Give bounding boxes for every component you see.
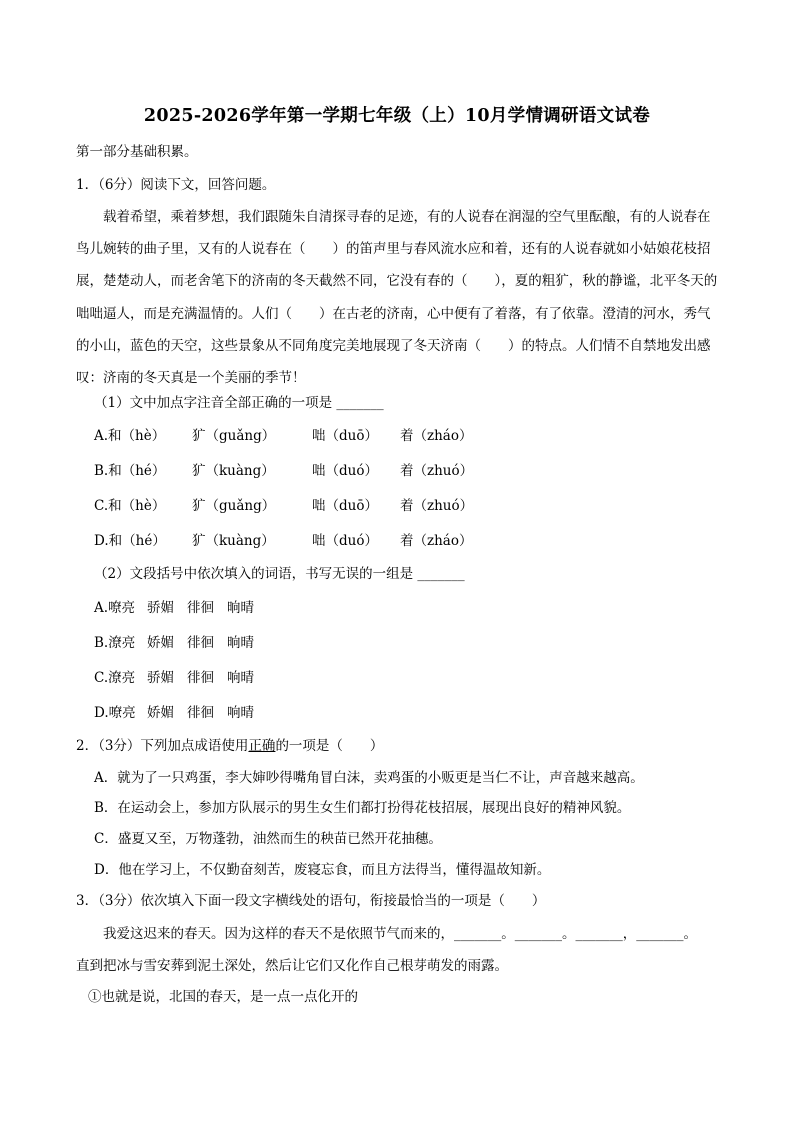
option-cell: 骄媚 [147, 600, 174, 616]
option-cell: D.嘹亮 [94, 705, 136, 721]
section-label: 第一部分基础积累。 [76, 144, 198, 160]
option-cell: 犷（guǎng） [192, 498, 276, 514]
question-2-option-b: B．在运动会上，参加方队展示的男生女生们都打扮得花枝招展，展现出良好的精神风貌。 [94, 800, 631, 816]
option-cell: 骄媚 [147, 670, 174, 686]
question-3-stem: 3．（3分）依次填入下面一段文字横线处的语句，衔接最恰当的一项是（ ） [76, 893, 546, 909]
option-cell: 响晴 [227, 705, 254, 721]
sub2-option-a [94, 598, 254, 618]
question-2-stem [76, 736, 383, 756]
option-cell: 着（zhuó） [400, 498, 474, 514]
question-3-passage-line-1: 我爱这迟来的春天。因为这样的春天不是依照节气而来的，_______。_______。_______，_______。 [103, 926, 697, 942]
sub-question-1-stem: （1）文中加点字注音全部正确的一项是 _______ [94, 395, 384, 411]
question-2-stem-underlined: 正确 [248, 738, 276, 754]
option-cell: 犷（kuàng） [192, 533, 275, 549]
sub2-option-d [94, 703, 254, 723]
option-cell: C.潦亮 [94, 670, 136, 686]
sub1-option-c [94, 496, 500, 516]
option-cell: 咄（duó） [312, 533, 378, 549]
question-3-item-1: ①也就是说，北国的春天，是一点一点化开的 [88, 989, 358, 1005]
option-cell: B.潦亮 [94, 635, 136, 651]
option-cell: 犷（guǎng） [192, 428, 276, 444]
sub2-option-b [94, 633, 254, 653]
sub1-option-b [94, 461, 500, 481]
option-cell: 徘徊 [187, 600, 214, 616]
option-cell: 徘徊 [187, 635, 214, 651]
question-2-stem-suffix: 的一项是（ ） [275, 738, 384, 754]
option-cell: 咄（duó） [312, 463, 378, 479]
option-cell: 着（zhuó） [400, 463, 474, 479]
option-cell: 晌晴 [227, 600, 254, 616]
question-1-passage [76, 201, 718, 394]
option-cell: A.嘹亮 [94, 600, 136, 616]
option-cell: 徘徊 [187, 705, 214, 721]
sub1-option-a [94, 426, 500, 446]
option-cell: 着（zháo） [400, 533, 473, 549]
option-cell: 咄（duō） [312, 428, 378, 444]
sub1-option-d [94, 531, 500, 551]
page-title: 2025-2026学年第一学期七年级（上）10月学情调研语文试卷 [143, 106, 651, 126]
option-cell: 响晴 [227, 670, 254, 686]
question-2-option-c: C．盛夏又至，万物蓬勃，油然而生的秧苗已然开花抽穗。 [94, 831, 442, 847]
option-cell: 咄（duō） [312, 498, 378, 514]
option-cell: B.和（hé） [94, 463, 166, 479]
option-cell: 着（zháo） [400, 428, 473, 444]
option-cell: 娇媚 [147, 705, 174, 721]
option-cell: A.和（hè） [94, 428, 166, 444]
option-cell: 晌晴 [227, 635, 254, 651]
option-cell: 犷（kuàng） [192, 463, 275, 479]
sub2-option-c [94, 668, 254, 688]
option-cell: D.和（hé） [94, 533, 166, 549]
question-2-stem-prefix: 2．（3分）下列加点成语使用 [76, 738, 249, 754]
option-cell: 徘徊 [187, 670, 214, 686]
passage-text: 载着希望，乘着梦想，我们跟随朱自清探寻春的足迹，有的人说春在润湿的空气里酝酿，有的人说春在鸟儿婉转的曲子里，又有的人说春在（ ）的笛声里与春风流水应和着，还有的人说春就如小姑娘花枝招展，楚楚动人，而老舍笔下的济南的冬天截然不同，它没有春的（ ），夏的粗犷，秋的静谧，北平冬天的咄咄逼人，而是充满温情的。人们（ ）在古老的济南，心中便有了着落，有了依靠。澄清的河水，秀气的小山，蓝色的天空，这些景象从不同角度完美地展现了冬天济南（ ）的特点。人们情不自禁地发出感叹：济南的冬天真是一个美丽的季节！ [76, 209, 718, 387]
question-1-stem: 1．（6分）阅读下文，回答问题。 [76, 177, 276, 193]
option-cell: C.和（hè） [94, 498, 166, 514]
option-cell: 娇媚 [147, 635, 174, 651]
question-3-passage-line-2: 直到把冰与雪安葬到泥土深处，然后让它们又化作自己根芽萌发的雨露。 [76, 958, 508, 974]
question-2-option-d: D．他在学习上，不仅勤奋刻苦，废寝忘食，而且方法得当，懂得温故知新。 [94, 862, 551, 878]
question-2-option-a: A．就为了一只鸡蛋，李大婶吵得嘴角冒白沫，卖鸡蛋的小贩更是当仁不让，声音越来越高。 [94, 770, 644, 786]
sub-question-2-stem: （2）文段括号中依次填入的词语，书写无误的一组是 _______ [94, 566, 465, 582]
